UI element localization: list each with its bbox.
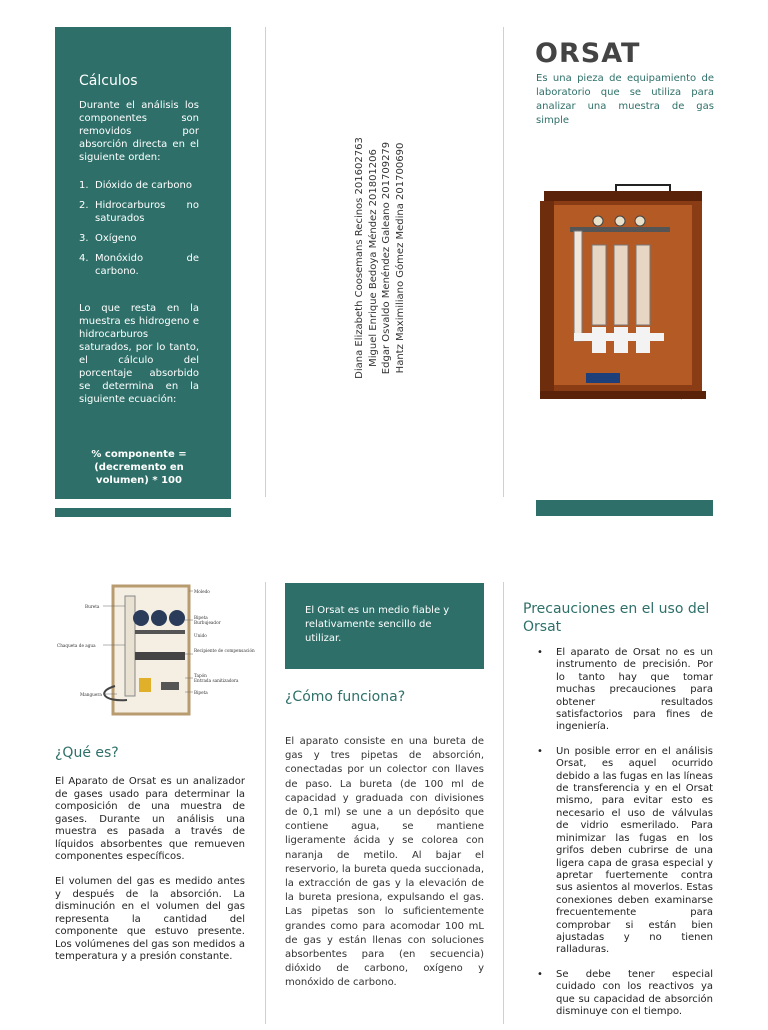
calculos-panel — [55, 27, 231, 499]
list-item: • Un posible error en el análisis Orsat, es aquel ocurrido debido a las fugas en las líneas de transferencia y en el Orsat mismo, para evitar esto es necesario el uso de válvulas de vidrio esmerilado. Para minimizar las fugas en los grifos deben cubrirse de una ligera capa de grasa especial y apretar fuertemente contra sus asientos al moverlos. Estas conexiones deben examinarse frecuentemente para comprobar si están bien ajustadas y no tienen ralladuras. — [535, 746, 713, 957]
divider-bottom-right — [503, 582, 504, 1024]
diagram-label: Tapón — [194, 673, 207, 678]
diagram-label: Unido — [194, 633, 207, 638]
list-text: Hidrocarburos no saturados — [95, 200, 199, 224]
diagram-label: Bipeta — [194, 615, 208, 620]
authors-list — [353, 128, 407, 388]
como-funciona-text: El aparato consiste en una bureta de gas y tres pipetas de absorción, conectadas por un colector con llaves de paso. La bureta (de 100 ml de capacidad y graduada con divisiones de 0,1 ml) se une a un depósito que contiene agua, se mantiene ligeramente ácida y se colorea con naranja de metilo. Al bajar el reservorio, la bureta queda succionada, la extracción de gas y la elevación de la bureta presiona, expulsando el gas. Las pipetas son lo suficientemente grandes como para acomodar 100 mL de gas y están llenas con soluciones absorbentes para (en secuencia) dióxido de carbono, oxígeno y monóxido de carbono. — [285, 736, 485, 989]
list-number: 3. — [79, 233, 89, 244]
calculos-title: Cálculos — [79, 73, 138, 89]
list-item: • El aparato de Orsat no es un instrumento de precisión. Por lo tanto hay que tomar muchas precauciones para obtener resultados satisfactorios para fines de ingeniería. — [535, 647, 713, 734]
author-line: Hantz Maximiliano Gómez Medina 201700690 — [394, 142, 406, 374]
diagram-label: Recipiente de compensación — [194, 648, 255, 653]
list-number: 2. — [79, 200, 89, 211]
calculos-list — [79, 179, 199, 285]
diagram-label: Manguera — [80, 692, 102, 697]
cover-subtitle: Es una pieza de equipamiento de laboratorio que se utiliza para analizar una muestra de gas simple — [536, 73, 714, 126]
list-item — [79, 199, 199, 225]
cover-accent-bar — [536, 500, 713, 516]
list-item — [79, 252, 199, 278]
list-text: Monóxido de carbono. — [95, 253, 199, 277]
author-line: Miguel Enrique Bedoya Méndez 201801206 — [367, 149, 379, 367]
list-text: Dióxido de carbono — [95, 180, 192, 191]
list-item: • Se debe tener especial cuidado con los reactivos ya que su capacidad de absorción disminuye con el tiempo. — [535, 969, 713, 1019]
divider-bottom-left — [265, 582, 266, 1024]
author-line: Edgar Osvaldo Menéndez Galeano 201709279 — [381, 141, 392, 375]
calculos-intro: Durante el análisis los componentes son removidos por absorción directa en el siguiente orden: — [79, 100, 199, 163]
que-es-paragraph-2: El volumen del gas es medido antes y después de la absorción. La disminución en el volumen del gas representa la cantidad del componente que estuvo presente. Los volúmenes del gas son medidos a temperatura y a presión constante. — [55, 876, 245, 962]
cover-title: ORSAT — [535, 38, 641, 69]
list-number: 4. — [79, 253, 89, 264]
list-item — [79, 179, 199, 192]
fiable-callout — [285, 583, 484, 669]
orsat-diagram — [55, 582, 255, 720]
precauciones-list — [535, 647, 713, 1030]
divider-top-left — [265, 27, 266, 497]
que-es-title: ¿Qué es? — [55, 745, 119, 761]
diagram-label: Chaqueta de agua — [57, 643, 96, 648]
fiable-text: El Orsat es un medio fiable y relativamente sencillo de utilizar. — [305, 605, 450, 644]
orsat-apparatus-image — [530, 183, 716, 406]
list-item — [79, 232, 199, 245]
diagram-label: Bipeta — [194, 690, 208, 695]
author-line: Diana Elizabeth Coosemans Recinos 201602763 — [354, 137, 365, 379]
list-text: Oxígeno — [95, 233, 137, 244]
diagram-label: Burbujeador — [194, 620, 221, 625]
calculos-accent-bar — [55, 508, 231, 517]
divider-top-right — [503, 27, 504, 497]
diagram-label: Bureta — [85, 604, 100, 609]
calculos-rest: Lo que resta en la muestra es hidrogeno e hidrocarburos saturados, por lo tanto, el cálculo del porcentaje absorbido se determina en la siguiente ecuación: — [79, 303, 199, 405]
diagram-label: Entrada sanitizadora — [194, 678, 239, 683]
precauciones-title: Precauciones en el uso del Orsat — [523, 601, 710, 635]
calculos-formula: % componente = (decremento en volumen) * 100 — [91, 449, 187, 486]
como-funciona-title: ¿Cómo funciona? — [285, 689, 406, 705]
list-number: 1. — [79, 180, 89, 191]
diagram-label: Moledo — [194, 589, 210, 594]
que-es-paragraph-1: El Aparato de Orsat es un analizador de gases usado para determinar la composición de una muestra de gases. Durante un análisis una muestra es pasada a través de líquidos absorbentes que remueven componentes específicos. — [55, 776, 245, 862]
